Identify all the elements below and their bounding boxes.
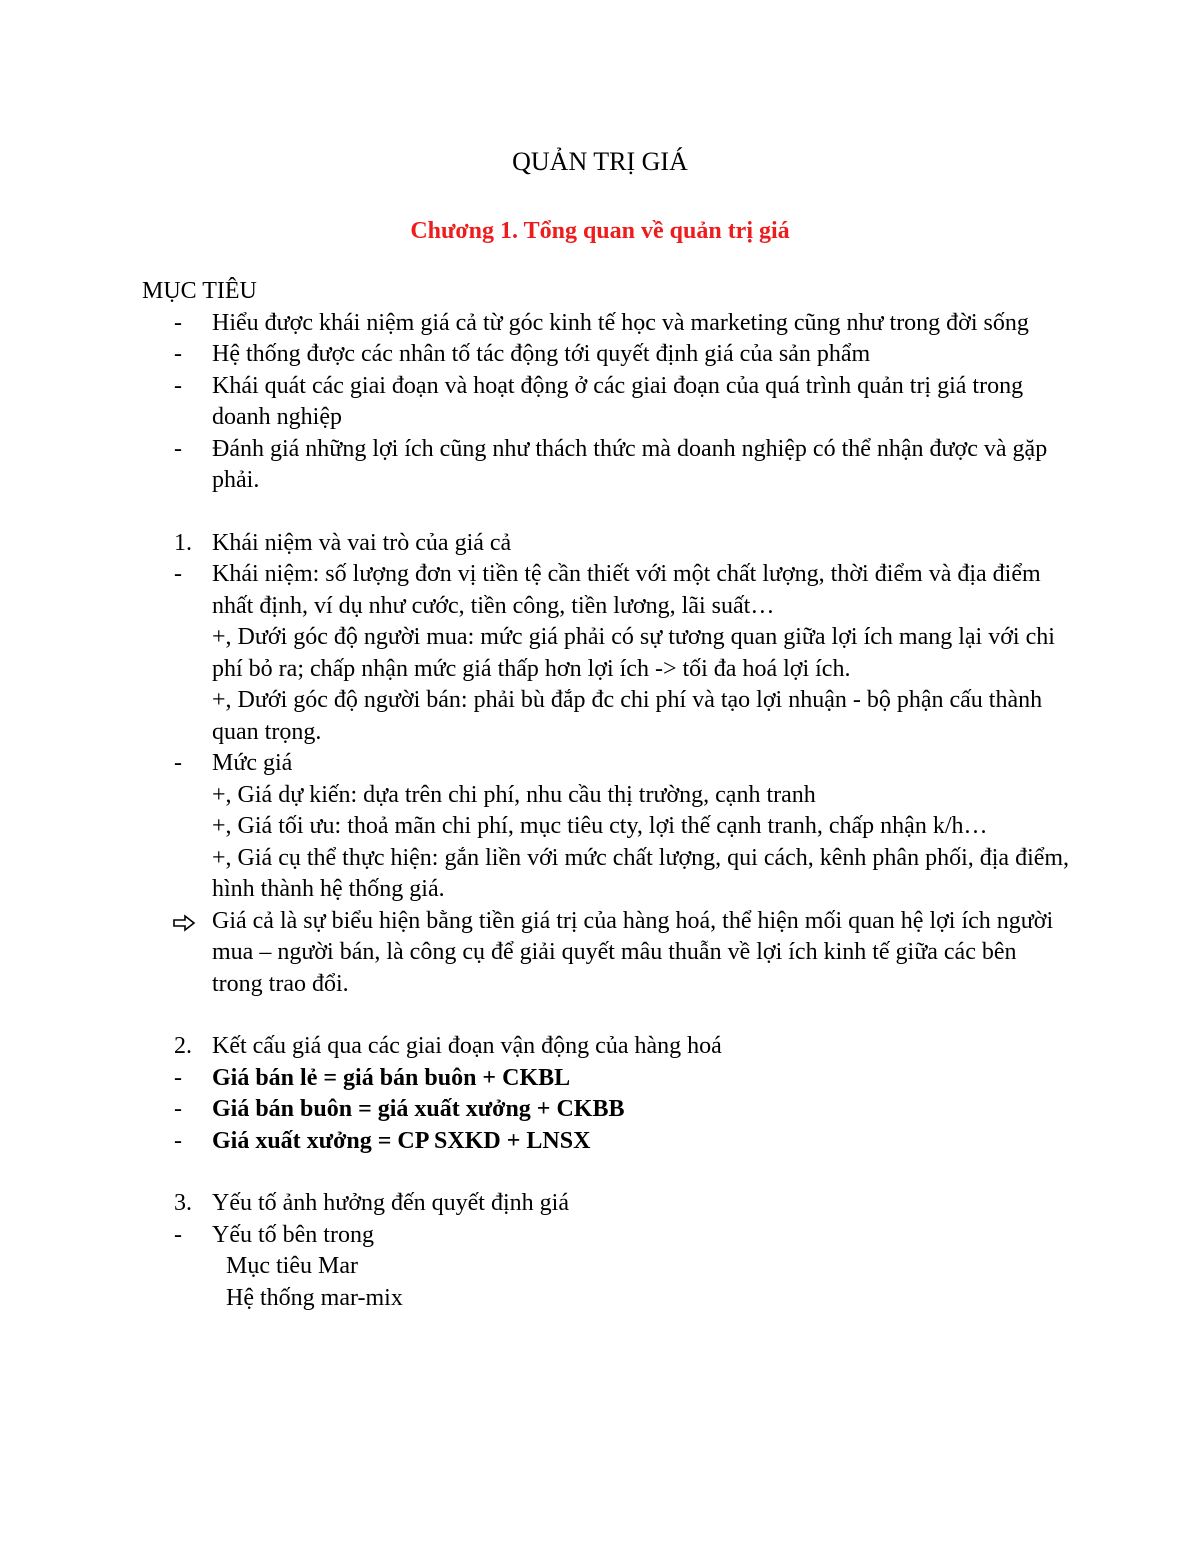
section-heading-text: Khái niệm và vai trò của giá cả (212, 529, 512, 556)
section-heading-text: Yếu tố ảnh hưởng đến quyết định giá (212, 1190, 569, 1216)
section-3-heading (142, 1188, 1072, 1220)
document-title: QUẢN TRỊ GIÁ (512, 147, 688, 176)
formula-text: Giá bán buôn = giá xuất xưởng + CKBB (212, 1096, 625, 1122)
dash-bullet: - (174, 561, 182, 587)
dash-bullet: - (174, 435, 182, 462)
spacer (142, 1000, 1072, 1031)
actual-price-text: +, Giá cụ thể thực hiện: gắn liền với mức chất lượng, qui cách, kênh phân phối, địa điểm, hình thành hệ thống giá. (212, 844, 1070, 902)
section-number: 1. (174, 529, 192, 556)
internal-factors-item (142, 1220, 1072, 1252)
chapter-title: Chương 1. Tổng quan về quản trị giá (410, 218, 790, 244)
dash-bullet: - (174, 1127, 182, 1154)
section-number: 3. (174, 1190, 192, 1216)
price-level-text: Mức giá (212, 750, 293, 776)
objective-text: Đánh giá những lợi ích cũng như thách thức mà doanh nghiệp có thể nhận được và gặp phải. (212, 435, 1048, 493)
objective-item (142, 371, 1072, 434)
document-body (142, 276, 1072, 1314)
objectives-heading: MỤC TIÊU (142, 278, 257, 304)
section-2-heading (142, 1031, 1072, 1063)
dash-bullet: - (174, 309, 182, 336)
concept-item (142, 559, 1072, 748)
formula-item (142, 1094, 1072, 1126)
objective-item (142, 308, 1072, 340)
price-level-item (142, 748, 1072, 906)
arrow-right-icon (172, 914, 196, 932)
buyer-view-text: +, Dưới góc độ người mua: mức giá phải có sự tương quan giữa lợi ích mang lại với chi phí bỏ ra; chấp nhận mức giá thấp hơn lợi ích -> tối đa hoá lợi ích. (212, 624, 1055, 682)
objective-text: Hiểu được khái niệm giá cả từ góc kinh tế học và marketing cũng như trong đời sống (212, 309, 1029, 336)
formula-item (142, 1126, 1072, 1158)
objective-item (142, 434, 1072, 497)
section-heading-text: Kết cấu giá qua các giai đoạn vận động của hàng hoá (212, 1033, 722, 1059)
objective-text: Khái quát các giai đoạn và hoạt động ở các giai đoạn của quá trình quản trị giá trong doanh nghiệp (212, 372, 1024, 430)
objective-text: Hệ thống được các nhân tố tác động tới quyết định giá của sản phẩm (212, 341, 871, 367)
dash-bullet: - (174, 372, 182, 399)
dash-bullet: - (174, 1096, 182, 1122)
section-number: 2. (174, 1033, 192, 1059)
dash-bullet: - (174, 341, 182, 367)
objective-item (142, 339, 1072, 371)
internal-factors-text: Yếu tố bên trong (212, 1221, 374, 1248)
dash-bullet: - (174, 1221, 182, 1248)
section-1-heading (142, 528, 1072, 560)
expected-price-text: +, Giá dự kiến: dựa trên chi phí, nhu cầu thị trường, cạnh tranh (212, 781, 816, 808)
sub-item: Mục tiêu Mar (226, 1253, 358, 1279)
spacer (142, 497, 1072, 528)
formula-text: Giá bán lẻ = giá bán buôn + CKBL (212, 1064, 571, 1091)
dash-bullet: - (174, 750, 182, 776)
conclusion-text: Giá cả là sự biểu hiện bằng tiền giá trị của hàng hoá, thể hiện mối quan hệ lợi ích người mua – người bán, là công cụ để giải quyết mâu thuẫn về lợi ích kinh tế giữa các bên trong trao đổi. (212, 907, 1054, 997)
formula-item (142, 1063, 1072, 1095)
seller-view-text: +, Dưới góc độ người bán: phải bù đắp đc chi phí và tạo lợi nhuận - bộ phận cấu thành quan trọng. (212, 687, 1043, 745)
concept-text: Khái niệm: số lượng đơn vị tiền tệ cần thiết với một chất lượng, thời điểm và địa điểm nhất định, ví dụ như cước, tiền công, tiền lương, lãi suất… (212, 561, 1041, 619)
dash-bullet: - (174, 1064, 182, 1091)
conclusion-item (142, 906, 1072, 1001)
spacer (142, 1157, 1072, 1188)
optimal-price-text: +, Giá tối ưu: thoả mãn chi phí, mục tiêu cty, lợi thế cạnh tranh, chấp nhận k/h… (212, 813, 988, 839)
sub-item: Hệ thống mar-mix (226, 1284, 403, 1311)
formula-text: Giá xuất xưởng = CP SXKD + LNSX (212, 1127, 591, 1154)
